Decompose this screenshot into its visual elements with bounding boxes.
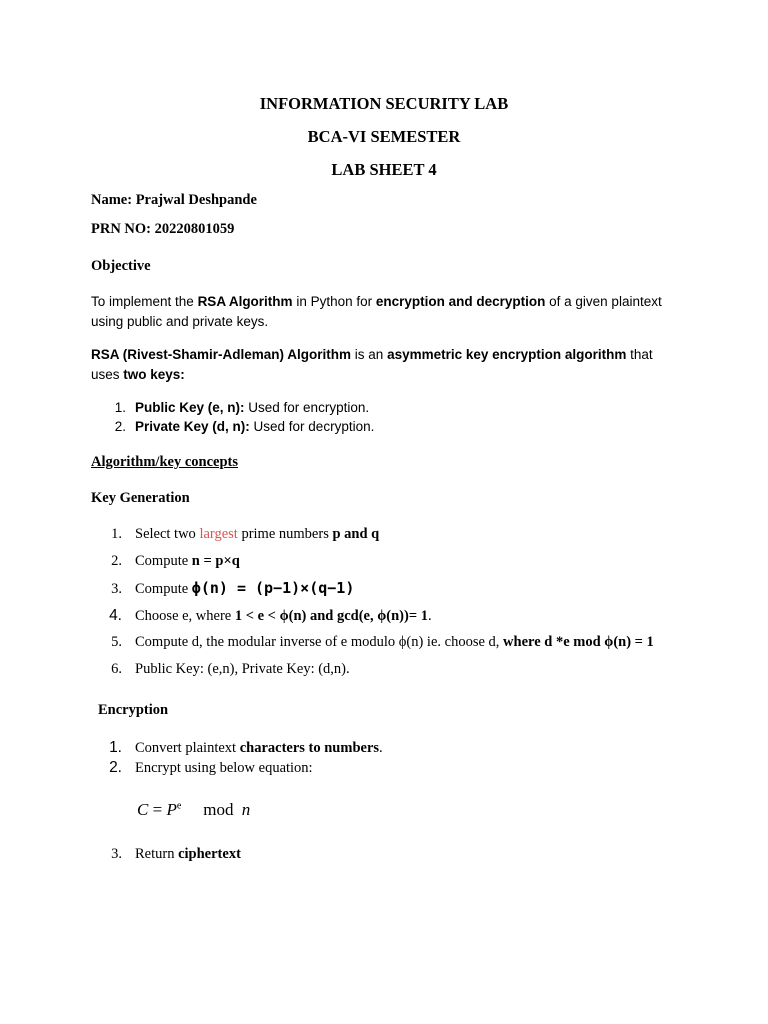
key-list-item: 1. Public Key (e, n): Used for encryption. (114, 400, 370, 415)
concepts-heading: Algorithm/key concepts (91, 454, 238, 470)
encryption-step: 3. Return ciphertext (111, 846, 241, 862)
semester-title: BCA-VI SEMESTER (307, 127, 461, 146)
encryption-step: 1. Convert plaintext characters to numbers. (109, 739, 383, 756)
keygen-step: 6. Public Key: (e,n), Private Key: (d,n). (111, 661, 350, 677)
encryption-equation: $C = P^e$ mod n (137, 800, 251, 819)
key-list-item: 2. Private Key (d, n): Used for decryption. (114, 419, 375, 434)
student-prn: PRN NO: 20220801059 (91, 221, 235, 237)
encryption-step: 2. Encrypt using below equation: (109, 759, 313, 776)
objective-paragraph: To implement the RSA Algorithm in Python for encryption and decryption of a given plaintext using public and private keys. (91, 294, 662, 329)
keygen-step: 1. Select two largest prime numbers p and q (111, 526, 380, 542)
rsa-description: RSA (Rivest-Shamir-Adleman) Algorithm is an asymmetric key encryption algorithm that uses two keys: (91, 347, 653, 382)
keygen-step: 5. Compute d, the modular inverse of e modulo ϕ(n) ie. choose d, where d *e mod ϕ(n) = 1 (111, 634, 654, 650)
keygen-heading: Key Generation (91, 490, 190, 506)
encryption-heading: Encryption (98, 702, 169, 718)
objective-heading: Objective (91, 258, 151, 274)
keygen-step: 3. Compute ϕ(n) = (p−1)×(q−1) (111, 579, 355, 597)
lab-title: INFORMATION SECURITY LAB (259, 94, 509, 113)
keygen-step: 2. Compute n = p×q (111, 553, 240, 569)
student-name: Name: Prajwal Deshpande (91, 192, 257, 208)
keygen-step: 4. Choose e, where 1 < e < ϕ(n) and gcd(e, ϕ(n))= 1. (109, 607, 432, 624)
sheet-title: LAB SHEET 4 (331, 160, 437, 179)
